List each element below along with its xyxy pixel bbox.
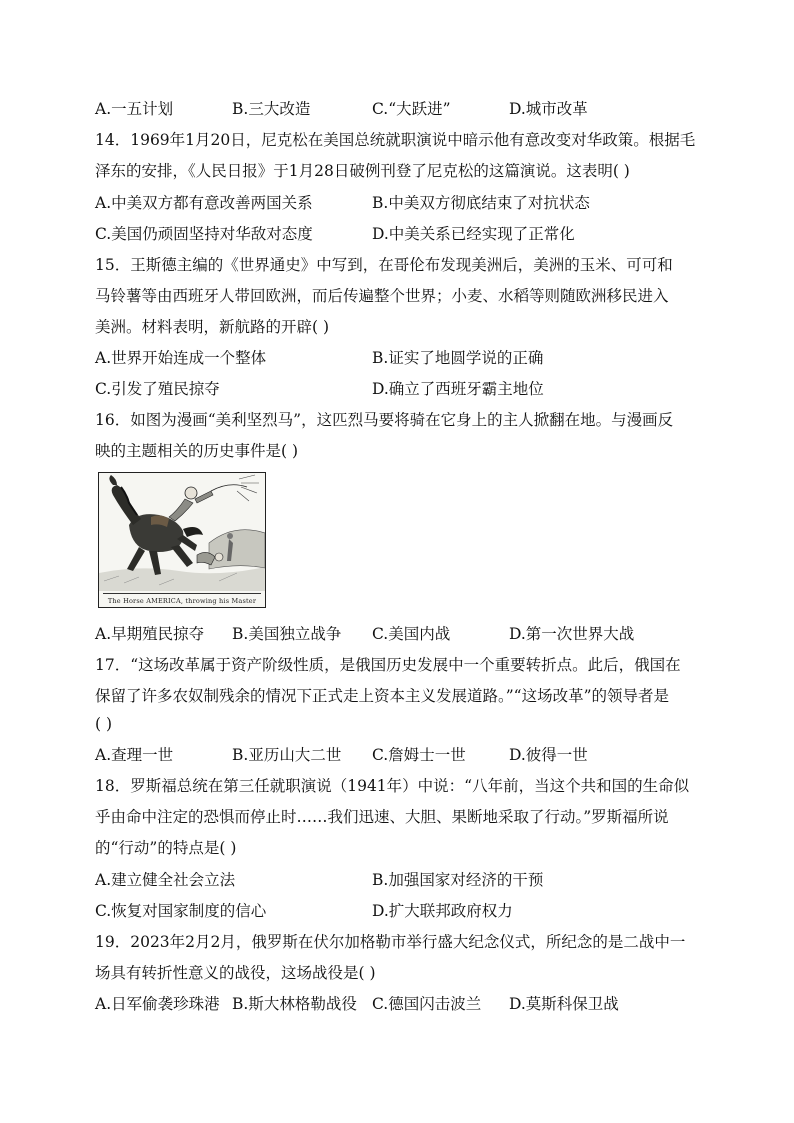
q18-option-c: C.恢复对国家制度的信心 xyxy=(95,902,267,920)
q15-stem-line-3: 美洲。材料表明，新航路的开辟( ) xyxy=(95,318,330,336)
q17-option-d: D.彼得一世 xyxy=(509,746,588,764)
q14-stem-line-2: 泽东的安排，《人民日报》于1月28日破例刊登了尼克松的这篇演说。这表明( ) xyxy=(95,162,630,180)
q13-option-b: B.三大改造 xyxy=(232,100,311,118)
q19-stem-line-1: 19．2023年2月2月，俄罗斯在伏尔加格勒市举行盛大纪念仪式，所纪念的是二战中一 xyxy=(95,933,686,951)
q18-option-b: B.加强国家对经济的干预 xyxy=(372,871,544,889)
q19-option-a: A.日军偷袭珍珠港 xyxy=(95,995,220,1013)
q16-option-b: B.美国独立战争 xyxy=(232,625,342,643)
q15-option-b: B.证实了地圆学说的正确 xyxy=(372,349,544,367)
q19-option-c: C.德国闪击波兰 xyxy=(372,995,482,1013)
q16-option-c: C.美国内战 xyxy=(372,625,451,643)
q17-stem-line-1: 17．“这场改革属于资产阶级性质，是俄国历史发展中一个重要转折点。此后，俄国在 xyxy=(95,656,681,674)
q17-option-b: B.亚历山大二世 xyxy=(232,746,342,764)
q19-stem-line-2: 场具有转折性意义的战役，这场战役是( ) xyxy=(95,964,376,982)
cartoon-caption: The Horse AMERICA, throwing his Master xyxy=(107,597,257,605)
q17-stem-line-2: 保留了许多农奴制残余的情况下正式走上资本主义发展道路。”“这场改革”的领导者是 xyxy=(95,687,670,705)
q14-option-b: B.中美双方彻底结束了对抗状态 xyxy=(372,194,590,212)
q13-option-c: C.“大跃进” xyxy=(372,100,451,118)
q16-stem-line-2: 映的主题相关的历史事件是( ) xyxy=(95,442,299,460)
q15-options-row-1 xyxy=(95,346,715,368)
q14-stem-line-1: 14．1969年1月20日，尼克松在美国总统就职演说中暗示他有意改变对华政策。根据毛 xyxy=(95,131,696,149)
q17-option-c: C.詹姆士一世 xyxy=(372,746,466,764)
q16-option-d: D.第一次世界大战 xyxy=(509,625,635,643)
q13-options xyxy=(95,97,715,119)
q13-option-d: D.城市改革 xyxy=(509,100,588,118)
q18-options-row-1 xyxy=(95,868,715,890)
q18-option-a: A.建立健全社会立法 xyxy=(95,871,236,889)
q15-option-a: A.世界开始连成一个整体 xyxy=(95,349,267,367)
q18-stem-line-2: 乎由命中注定的恐惧而停止时……我们迅速、大胆、果断地采取了行动。”罗斯福所说 xyxy=(95,808,669,826)
q13-option-a: A.一五计划 xyxy=(95,100,174,118)
q17-options xyxy=(95,743,715,765)
caption-rule xyxy=(103,593,261,594)
cartoon-illustration xyxy=(99,473,265,591)
q14-option-d: D.中美关系已经实现了正常化 xyxy=(372,225,575,243)
q16-option-a: A.早期殖民掠夺 xyxy=(95,625,205,643)
q16-stem-line-1: 16．如图为漫画“美利坚烈马”，这匹烈马要将骑在它身上的主人掀翻在地。与漫画反 xyxy=(95,411,674,429)
q14-option-c: C.美国仍顽固坚持对华敌对态度 xyxy=(95,225,313,243)
q14-option-a: A.中美双方都有意改善两国关系 xyxy=(95,194,313,212)
q16-options xyxy=(95,622,715,644)
q15-stem-line-2: 马铃薯等由西班牙人带回欧洲，而后传遍整个世界；小麦、水稻等则随欧洲移民进入 xyxy=(95,287,669,305)
horse-america-cartoon xyxy=(98,472,266,608)
q15-stem-line-1: 15．王斯德主编的《世界通史》中写到，在哥伦布发现美洲后，美洲的玉米、可可和 xyxy=(95,256,673,274)
q15-option-d: D.确立了西班牙霸主地位 xyxy=(372,380,544,398)
q18-stem-line-3: 的“行动”的特点是( ) xyxy=(95,839,237,857)
q19-option-b: B.斯大林格勒战役 xyxy=(232,995,357,1013)
q19-options xyxy=(95,992,715,1014)
q15-options-row-2 xyxy=(95,377,715,399)
q18-options-row-2 xyxy=(95,899,715,921)
q15-option-c: C.引发了殖民掠夺 xyxy=(95,380,220,398)
q14-options-row-1 xyxy=(95,191,715,213)
q17-option-a: A.查理一世 xyxy=(95,746,174,764)
q18-stem-line-1: 18．罗斯福总统在第三任就职演说（1941年）中说：“八年前，当这个共和国的生命似 xyxy=(95,777,690,795)
q19-option-d: D.莫斯科保卫战 xyxy=(509,995,619,1013)
q17-stem-line-3: ( ) xyxy=(95,715,113,733)
q14-options-row-2 xyxy=(95,222,715,244)
q18-option-d: D.扩大联邦政府权力 xyxy=(372,902,513,920)
